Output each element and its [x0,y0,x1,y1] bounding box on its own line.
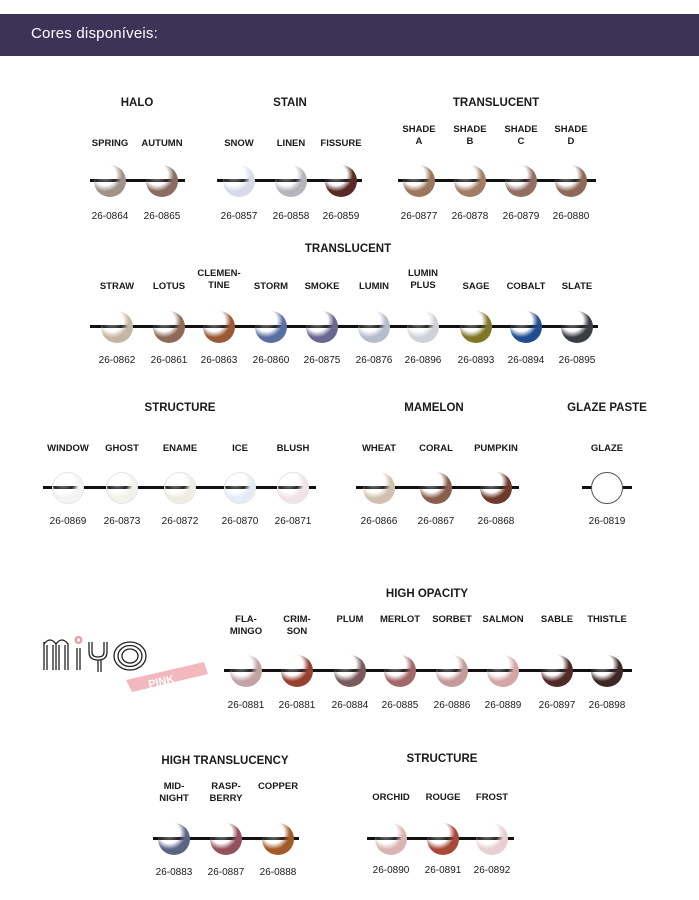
swatch-label-cobalt: COBALT [506,281,546,292]
swatch-blush [277,472,309,504]
swatch-code-ename: 26-0872 [161,516,199,527]
swatch-code-shadeb: 26-0878 [451,211,489,222]
swatch-spring [94,165,126,197]
swatch-label-pumpkin: PUMPKIN [474,443,518,454]
swatch-pumpkin [480,472,512,504]
group-title-translucent1: TRANSLUCENT [452,97,540,109]
swatch-code-thistle: 26-0898 [588,700,626,711]
swatch-label-plum: PLUM [336,614,364,625]
swatch-code-clementine: 26-0863 [200,355,238,366]
swatch-label-fissure: FISSURE [320,138,362,149]
group-title-hightrans: HIGH TRANSLUCENCY [161,755,289,767]
swatch-crimson [281,655,313,687]
swatch-ghost [106,472,138,504]
header-bar [0,14,699,56]
swatch-shadec [505,165,537,197]
swatch-sable [541,655,573,687]
swatch-label-ename: ENAME [162,443,198,454]
swatch-code-sage: 26-0893 [457,355,495,366]
swatch-code-coral: 26-0867 [417,516,455,527]
swatch-label-blush: BLUSH [276,443,310,454]
swatch-lumin [358,311,390,343]
swatch-snow [223,165,255,197]
swatch-frost [476,823,508,855]
swatch-code-window: 26-0869 [49,516,87,527]
swatch-label-autumn: AUTUMN [141,138,183,149]
swatch-label-luminplus: LUMIN PLUS [407,268,439,291]
swatch-code-spring: 26-0864 [91,211,129,222]
swatch-code-cobalt: 26-0894 [507,355,545,366]
swatch-label-straw: STRAW [99,281,135,292]
group-title-structure2: STRUCTURE [406,753,478,765]
swatch-code-shadec: 26-0879 [502,211,540,222]
swatch-lotus [153,311,185,343]
swatch-label-thistle: THISTLE [587,614,627,625]
swatch-code-sorbet: 26-0886 [433,700,471,711]
swatch-code-sable: 26-0897 [538,700,576,711]
swatch-shaded [555,165,587,197]
swatch-shadea [403,165,435,197]
swatch-code-ice: 26-0870 [221,516,259,527]
swatch-code-rouge: 26-0891 [424,865,462,876]
group-title-glaze: GLAZE PASTE [567,402,647,414]
swatch-code-salmon: 26-0889 [484,700,522,711]
swatch-cobalt [510,311,542,343]
swatch-flamingo [230,655,262,687]
swatch-code-straw: 26-0862 [98,355,136,366]
swatch-label-sorbet: SORBET [432,614,472,625]
swatch-code-shadea: 26-0877 [400,211,438,222]
swatch-salmon [487,655,519,687]
swatch-code-wheat: 26-0866 [360,516,398,527]
miyo-pink-logo [40,630,212,694]
swatch-ice [224,472,256,504]
swatch-label-glaze: GLAZE [590,443,624,454]
group-title-translucent2: TRANSLUCENT [304,243,392,255]
swatch-label-shadea: SHADE A [402,124,436,147]
swatch-label-smoke: SMOKE [304,281,340,292]
swatch-code-pumpkin: 26-0868 [477,516,515,527]
swatch-code-merlot: 26-0885 [381,700,419,711]
group-title-highopacity: HIGH OPACITY [385,588,469,600]
swatch-label-lumin: LUMIN [358,281,390,292]
swatch-code-storm: 26-0860 [252,355,290,366]
swatch-code-luminplus: 26-0896 [404,355,442,366]
swatch-window [52,472,84,504]
swatch-label-ghost: GHOST [105,443,139,454]
swatch-label-copper: COPPER [257,781,299,792]
swatch-label-coral: CORAL [419,443,453,454]
swatch-label-sable: SABLE [540,614,574,625]
swatch-label-shadeb: SHADE B [453,124,487,147]
swatch-label-slate: SLATE [561,281,593,292]
swatch-label-window: WINDOW [47,443,89,454]
swatch-label-ice: ICE [232,443,248,454]
swatch-glaze [591,472,623,504]
group-title-mamelon: MAMELON [404,402,464,414]
swatch-rouge [427,823,459,855]
swatch-label-rouge: ROUGE [425,792,461,803]
swatch-code-fissure: 26-0859 [322,211,360,222]
swatch-code-blush: 26-0871 [274,516,312,527]
swatch-midnight [158,823,190,855]
swatch-orchid [375,823,407,855]
swatch-label-raspberry: RASP- BERRY [209,781,243,804]
swatch-smoke [306,311,338,343]
swatch-code-frost: 26-0892 [473,865,511,876]
swatch-code-copper: 26-0888 [259,867,297,878]
swatch-code-lotus: 26-0861 [150,355,188,366]
swatch-shadeb [454,165,486,197]
top-margin [0,0,699,14]
swatch-slate [561,311,593,343]
swatch-straw [101,311,133,343]
swatch-sage [460,311,492,343]
group-title-structure1: STRUCTURE [144,402,216,414]
swatch-storm [255,311,287,343]
swatch-label-midnight: MID- NIGHT [159,781,189,804]
swatch-fissure [325,165,357,197]
swatch-code-crimson: 26-0881 [278,700,316,711]
swatch-code-linen: 26-0858 [272,211,310,222]
swatch-luminplus [407,311,439,343]
swatch-label-shaded: SHADE D [554,124,588,147]
swatch-code-flamingo: 26-0881 [227,700,265,711]
swatch-clementine [203,311,235,343]
swatch-code-autumn: 26-0865 [143,211,181,222]
swatch-label-clementine: CLEMEN- TINE [197,268,241,291]
swatch-code-ghost: 26-0873 [103,516,141,527]
swatch-label-lotus: LOTUS [152,281,186,292]
swatch-label-snow: SNOW [224,138,254,149]
swatch-label-salmon: SALMON [482,614,524,625]
swatch-code-orchid: 26-0890 [372,865,410,876]
swatch-code-glaze: 26-0819 [588,516,626,527]
swatch-copper [262,823,294,855]
swatch-code-smoke: 26-0875 [303,355,341,366]
header-title: Cores disponíveis: [31,25,158,42]
swatch-raspberry [210,823,242,855]
swatch-merlot [384,655,416,687]
swatch-code-snow: 26-0857 [220,211,258,222]
swatch-code-plum: 26-0884 [331,700,369,711]
swatch-label-frost: FROST [475,792,509,803]
swatch-ename [164,472,196,504]
swatch-sorbet [436,655,468,687]
swatch-code-midnight: 26-0883 [155,867,193,878]
swatch-code-raspberry: 26-0887 [207,867,245,878]
swatch-autumn [146,165,178,197]
swatch-coral [420,472,452,504]
logo-tag: PINK [147,673,176,691]
swatch-label-storm: STORM [253,281,289,292]
group-title-stain: STAIN [273,97,307,109]
swatch-plum [334,655,366,687]
swatch-label-spring: SPRING [91,138,129,149]
swatch-label-linen: LINEN [276,138,306,149]
swatch-thistle [591,655,623,687]
swatch-code-slate: 26-0895 [558,355,596,366]
swatch-label-sage: SAGE [462,281,490,292]
swatch-code-shaded: 26-0880 [552,211,590,222]
swatch-label-wheat: WHEAT [361,443,397,454]
swatch-label-merlot: MERLOT [379,614,421,625]
swatch-label-flamingo: FLA- MINGO [229,614,263,637]
swatch-label-orchid: ORCHID [372,792,410,803]
swatch-label-crimson: CRIM- SON [283,614,311,637]
swatch-label-shadec: SHADE C [504,124,538,147]
swatch-wheat [363,472,395,504]
group-title-halo: HALO [120,97,154,109]
swatch-code-lumin: 26-0876 [355,355,393,366]
swatch-linen [275,165,307,197]
